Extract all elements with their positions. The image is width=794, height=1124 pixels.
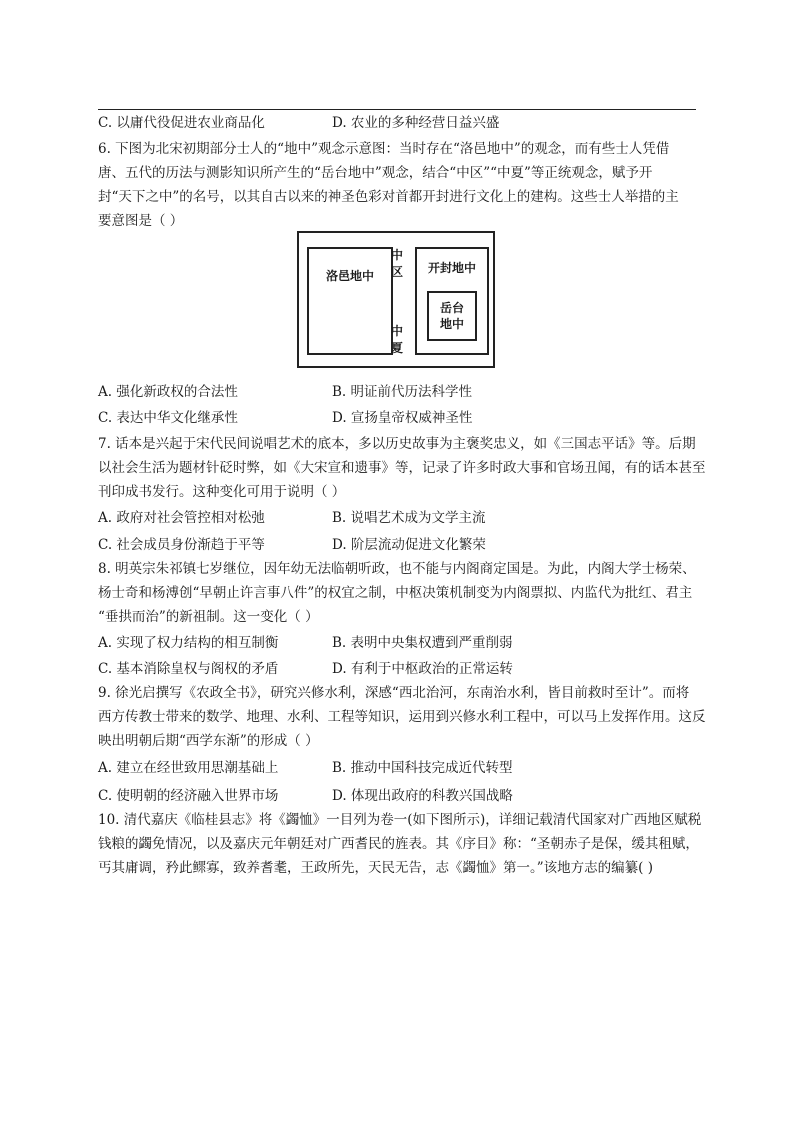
q7-option-a: A. 政府对社会管控相对松弛 bbox=[98, 510, 265, 526]
q8-option-d: D. 有利于中枢政治的正常运转 bbox=[332, 661, 513, 677]
q6-stem-line-3: 封“天下之中”的名号，以其自古以来的神圣色彩对首都开封进行文化上的建构。这些士人举措的主 bbox=[98, 189, 679, 205]
yuetai-label-2: 地中 bbox=[439, 317, 464, 331]
q10-stem-line-2: 钱粮的蠲免情况，以及嘉庆元年朝廷对广西耆民的旌表。其《序目》称：“圣朝赤子是保，缓其租赋， bbox=[98, 836, 699, 852]
q8-option-a: A. 实现了权力结构的相互制衡 bbox=[98, 635, 279, 651]
q6-stem-line-4: 要意图是（ ） bbox=[98, 213, 184, 229]
zhongxia-char-2: 夏 bbox=[390, 341, 403, 355]
zhongqu-char-2: 区 bbox=[390, 265, 403, 279]
q9-stem-line-2: 西方传教士带来的数学、地理、水利、工程等知识，运用到兴修水利工程中，可以马上发挥作用。这反 bbox=[98, 709, 706, 725]
q9-stem-line-3: 映出明朝后期“西学东渐”的形成（ ） bbox=[98, 733, 319, 749]
kaifeng-label: 开封地中 bbox=[427, 261, 476, 275]
q10-stem-line-1: 10. 清代嘉庆《临桂县志》将《蠲恤》一目列为卷一(如下图所示)，详细记载清代国家对广西地区赋税 bbox=[98, 812, 702, 828]
q6-option-c: C. 表达中华文化继承性 bbox=[98, 410, 238, 426]
kaifeng-box bbox=[415, 247, 489, 355]
q8-stem-line-1: 8. 明英宗朱祁镇七岁继位，因年幼无法临朝听政，也不能与内阁商定国是。为此，内阁大学士杨荣、 bbox=[98, 561, 696, 577]
q9-stem-line-1: 9. 徐光启撰写《农政全书》，研究兴修水利，深感“西北治河，东南治水利，皆目前救时至计”。而将 bbox=[98, 685, 690, 701]
q6-option-b: B. 明证前代历法科学性 bbox=[332, 384, 473, 400]
q8-stem-line-3: “垂拱而治”的新祖制。这一变化（ ） bbox=[98, 609, 319, 625]
q6-option-a: A. 强化新政权的合法性 bbox=[98, 384, 238, 400]
top-divider-line bbox=[98, 109, 696, 110]
q8-stem-line-2: 杨士奇和杨溥创“早朝止许言事八件”的权宜之制，中枢决策机制变为内阁票拟、内监代为批红、君主 bbox=[98, 585, 693, 601]
q6-option-d: D. 宣扬皇帝权威神圣性 bbox=[332, 410, 473, 426]
q9-option-d: D. 体现出政府的科教兴国战略 bbox=[332, 788, 513, 804]
q10-stem-line-3: 丐其庸调，矜此鳏寡，致养耆耄，王政所先，天民无告，志《蠲恤》第一。”该地方志的编纂( ) bbox=[98, 860, 653, 876]
q8-option-b: B. 表明中央集权遭到严重削弱 bbox=[332, 635, 513, 651]
prev-option-d: D. 农业的多种经营日益兴盛 bbox=[332, 115, 500, 131]
luoyi-label: 洛邑地中 bbox=[325, 269, 374, 283]
q7-stem-line-2: 以社会生活为题材针砭时弊，如《大宋宣和遗事》等，记录了许多时政大事和官场丑闻，有的话本甚至 bbox=[98, 460, 706, 476]
q7-stem-line-1: 7. 话本是兴起于宋代民间说唱艺术的底本，多以历史故事为主褒奖忠义，如《三国志平话》等。后期 bbox=[98, 436, 696, 452]
q9-option-b: B. 推动中国科技完成近代转型 bbox=[332, 760, 513, 776]
q7-option-b: B. 说唱艺术成为文学主流 bbox=[332, 510, 486, 526]
q7-stem-line-3: 刊印成书发行。这种变化可用于说明（ ） bbox=[98, 484, 346, 500]
q7-option-d: D. 阶层流动促进文化繁荣 bbox=[332, 537, 486, 553]
q9-option-c: C. 使明朝的经济融入世界市场 bbox=[98, 788, 279, 804]
q7-option-c: C. 社会成员身份渐趋于平等 bbox=[98, 537, 265, 553]
yuetai-box bbox=[427, 291, 477, 341]
q6-diagram bbox=[297, 231, 495, 368]
luoyi-box bbox=[307, 247, 393, 355]
zhongxia-char-1: 中 bbox=[390, 324, 403, 338]
q9-option-a: A. 建立在经世致用思潮基础上 bbox=[98, 760, 279, 776]
q6-stem-line-2: 唐、五代的历法与测影知识所产生的“岳台地中”观念，结合“中区”“中夏”等正统观念，赋予开 bbox=[98, 165, 653, 181]
prev-option-c: C. 以庸代役促进农业商品化 bbox=[98, 115, 265, 131]
yuetai-label-1: 岳台 bbox=[439, 301, 464, 315]
q6-stem-line-1: 6. 下图为北宋初期部分士人的“地中”观念示意图：当时存在“洛邑地中”的观念，而有些士人凭借 bbox=[98, 141, 670, 157]
q8-option-c: C. 基本消除皇权与阁权的矛盾 bbox=[98, 661, 279, 677]
zhongqu-char-1: 中 bbox=[390, 248, 403, 262]
